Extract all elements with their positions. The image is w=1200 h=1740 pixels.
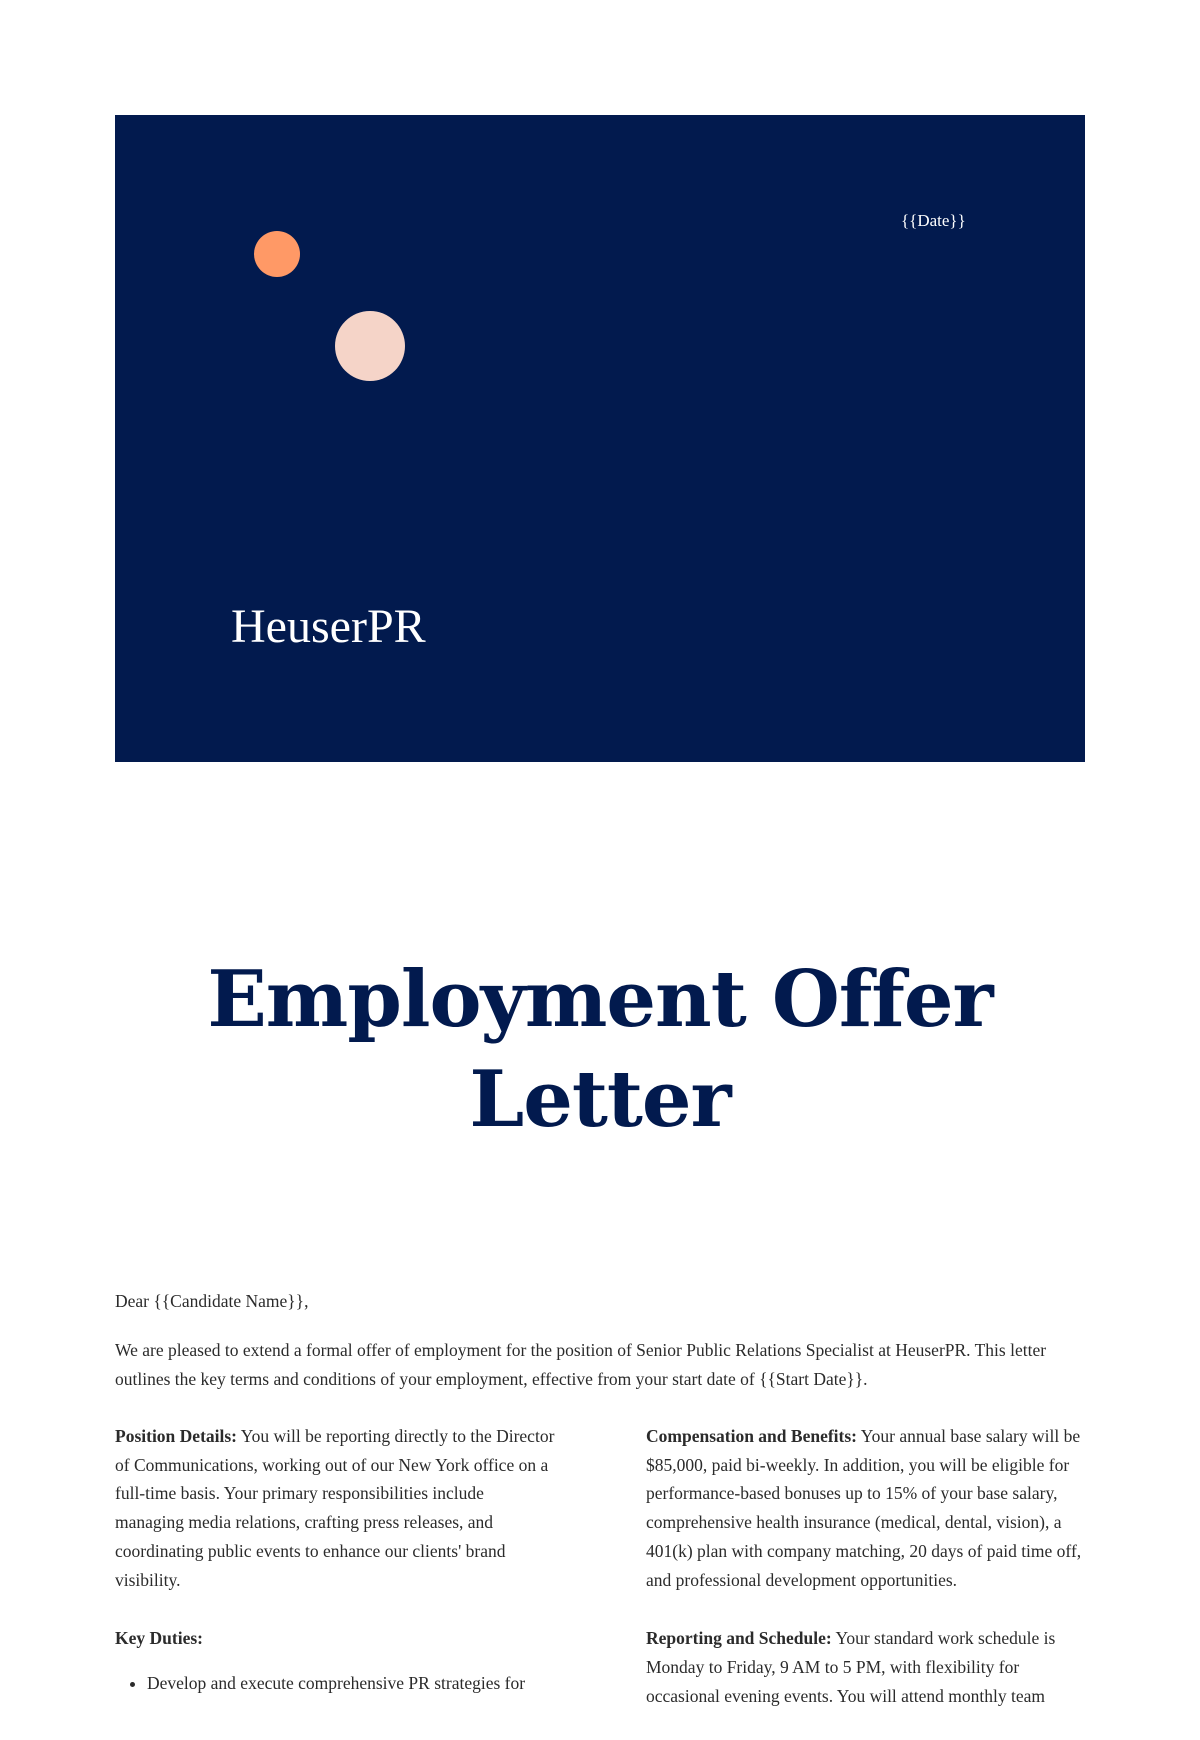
intro-paragraph: We are pleased to extend a formal offer of employment for the position of Senior Public Relations Specialist at HeuserPR. This letter outlines the key terms and conditions of your employment, effective from your start date of {{Start Date}}. (115, 1340, 1047, 1389)
greeting: Dear {{Candidate Name}}, (115, 1291, 309, 1311)
compensation-body: Your annual base salary will be $85,000, paid bi-weekly. In addition, you will be eligible for performance-based bonuses up to 15% of your base salary, comprehensive health insurance (medical, dental, vision), a 401(k) plan with company matching, 20 days of paid time off, and professional development opportunities. (646, 1426, 1082, 1590)
position-details-section (115, 1422, 555, 1594)
pink-circle-decoration (335, 311, 405, 381)
header-banner (115, 115, 1085, 762)
date-placeholder: {{Date}} (901, 211, 966, 230)
compensation-heading: Compensation and Benefits: (646, 1426, 857, 1446)
document-title: Employment Offer Letter (207, 954, 993, 1145)
key-duties-heading: Key Duties: (115, 1628, 203, 1649)
position-details-heading: Position Details: (115, 1426, 238, 1446)
left-column (115, 1422, 555, 1698)
list-item: • Develop and execute comprehensive PR strategies for (147, 1669, 555, 1698)
key-duties-list (115, 1669, 555, 1698)
brand-name: HeuserPR (231, 600, 426, 653)
position-details-body: You will be reporting directly to the Director of Communications, working out of our New York office on a full-time basis. Your primary responsibilities include managing media relations, crafting press releases, and coordinating public events to enhance our clients' brand visibility. (115, 1426, 555, 1590)
right-column (646, 1422, 1086, 1740)
compensation-section (646, 1422, 1086, 1594)
reporting-body: Your standard work schedule is Monday to Friday, 9 AM to 5 PM, with flexibility for occasional evening events. You will attend monthly team (646, 1628, 1056, 1706)
key-duties-section (115, 1624, 555, 1697)
orange-circle-decoration (254, 231, 300, 277)
reporting-heading: Reporting and Schedule: (646, 1628, 832, 1649)
reporting-section (646, 1624, 1086, 1710)
